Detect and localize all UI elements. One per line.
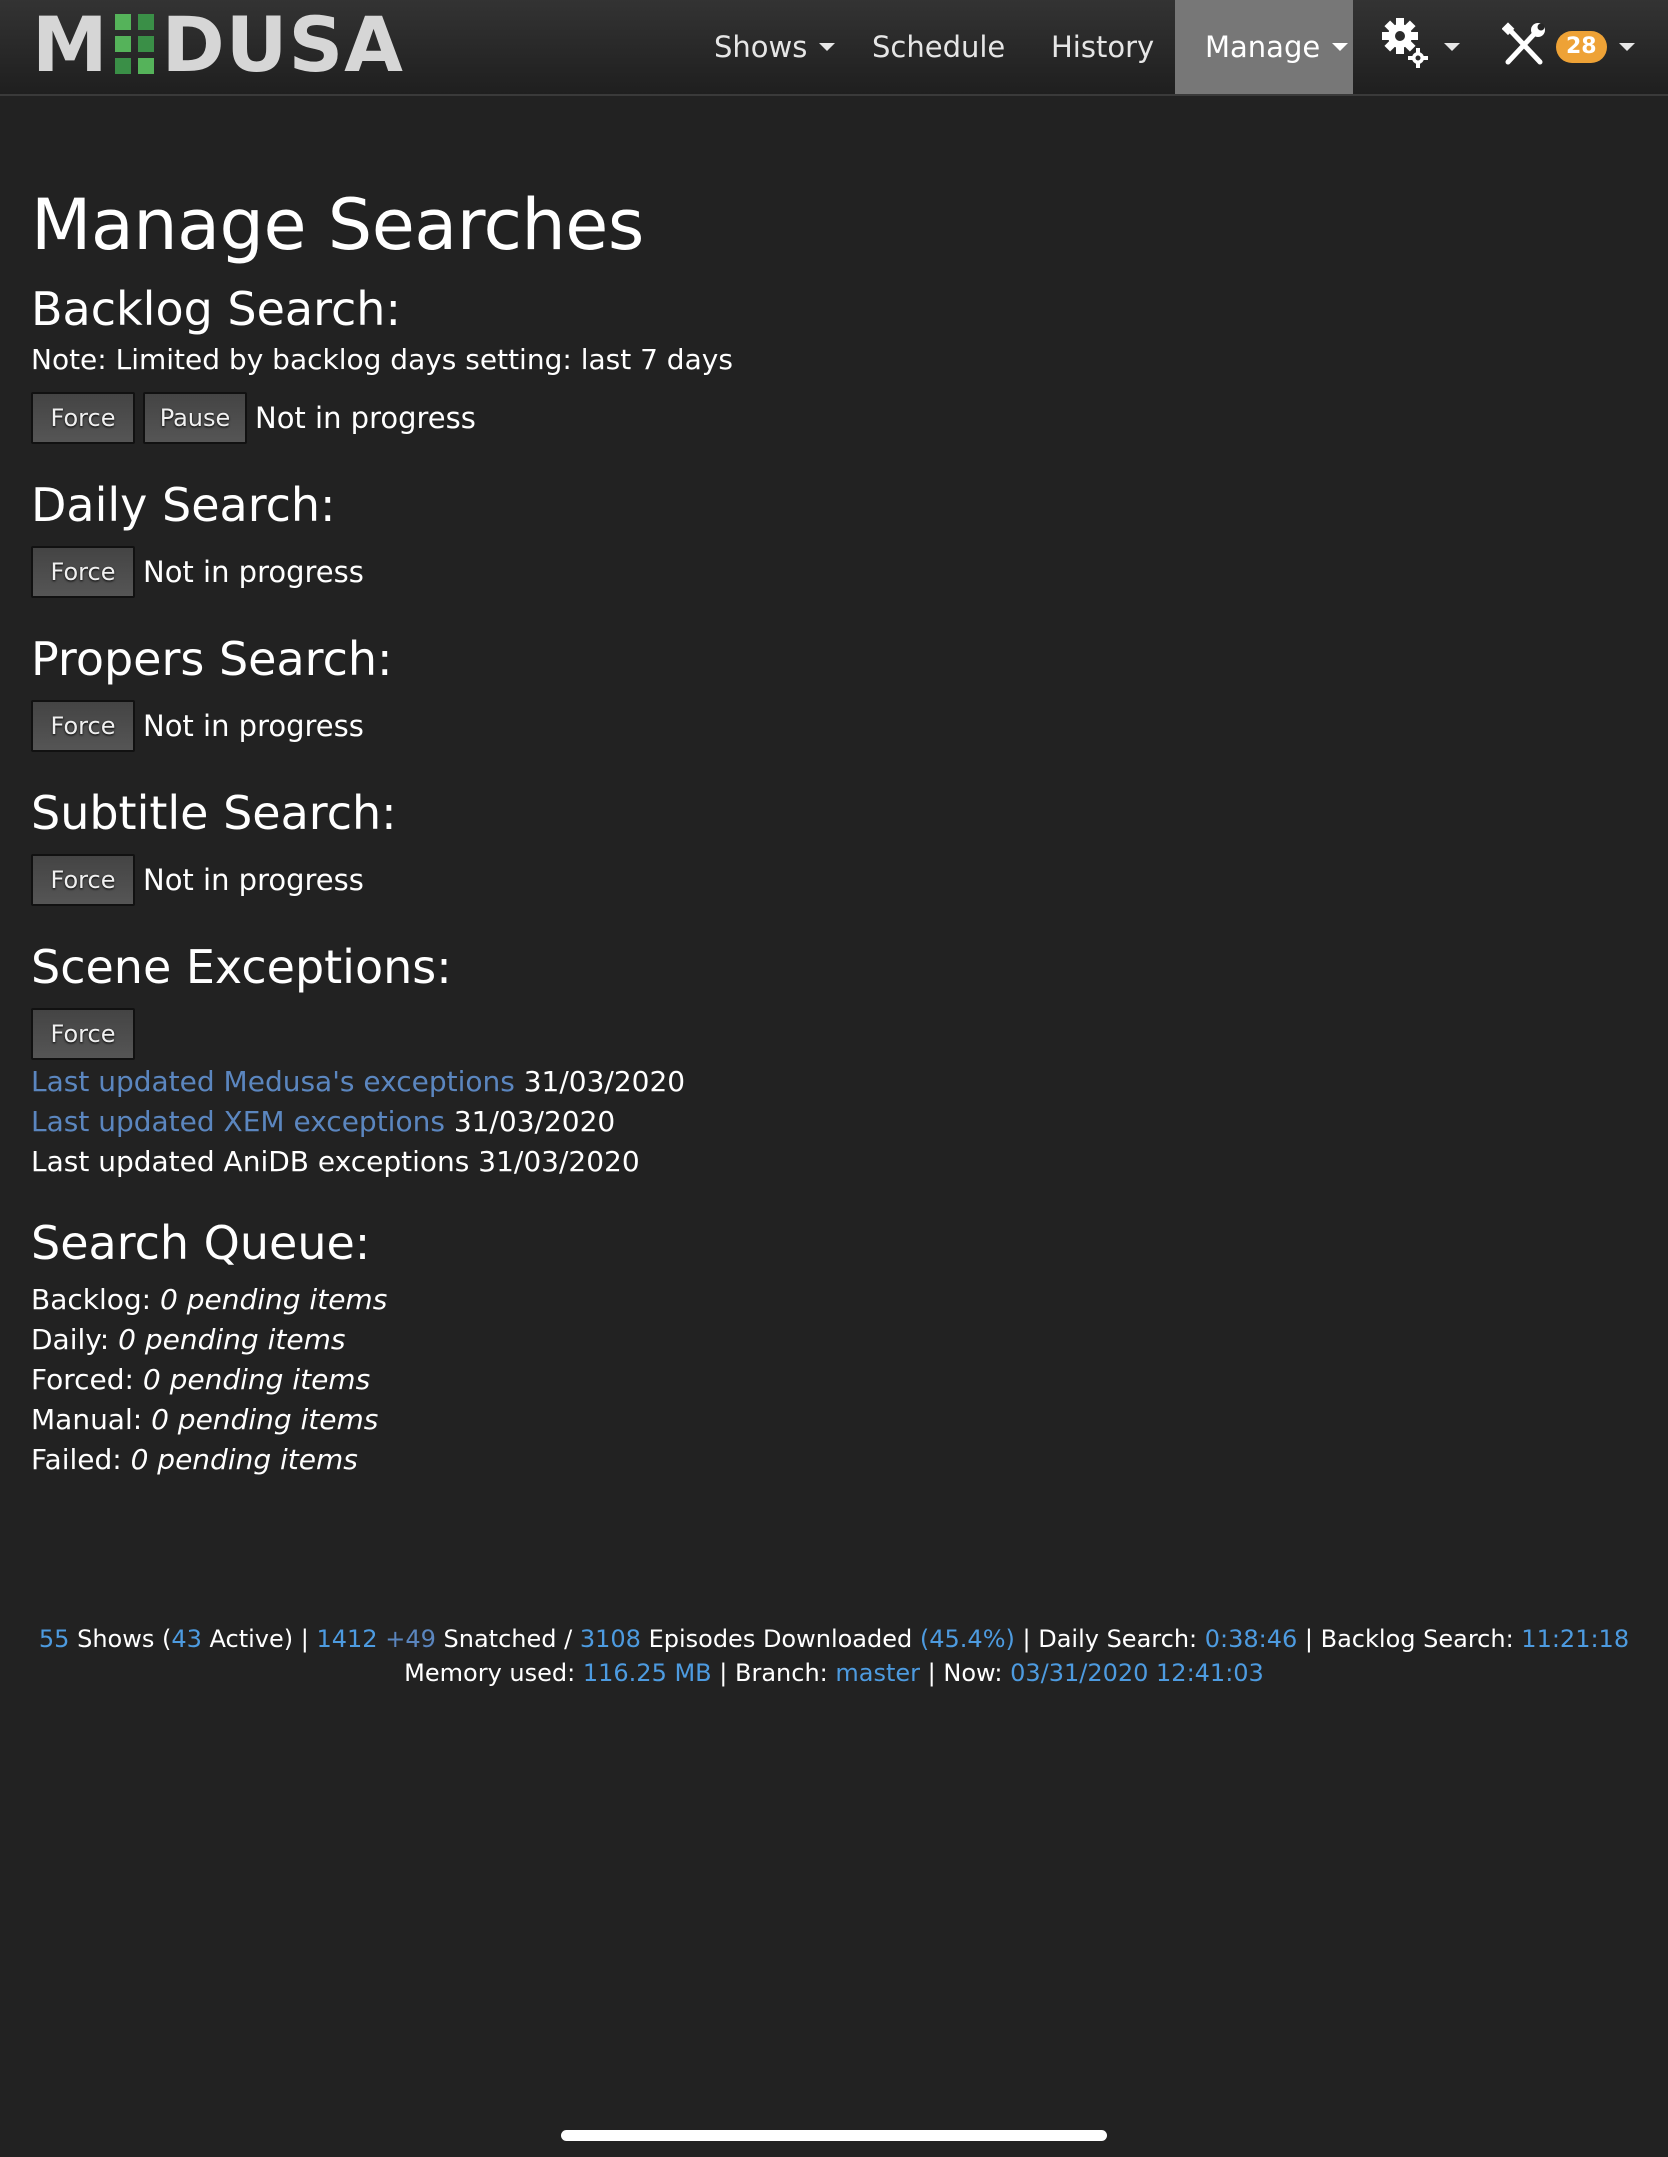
subtitle-status: Not in progress bbox=[143, 863, 364, 897]
xem-exceptions-date: 31/03/2020 bbox=[453, 1105, 616, 1138]
nav-schedule-label: Schedule bbox=[872, 30, 1006, 64]
logo-grid-icon bbox=[115, 14, 154, 74]
daily-search-heading: Daily Search: bbox=[31, 478, 336, 532]
queue-forced bbox=[31, 1360, 1631, 1400]
exception-row-medusa bbox=[31, 1062, 1631, 1102]
backlog-search-label: | Backlog Search: bbox=[1304, 1625, 1514, 1653]
nav-schedule[interactable] bbox=[872, 0, 1005, 94]
daily-status: Not in progress bbox=[143, 555, 364, 589]
chevron-down-icon bbox=[1332, 43, 1348, 51]
backlog-force-button[interactable]: Force bbox=[31, 392, 135, 444]
snatched-extra: +49 bbox=[385, 1625, 436, 1653]
queue-value: 0 pending items bbox=[160, 1283, 388, 1316]
exception-row-xem bbox=[31, 1102, 1631, 1142]
propers-search-heading: Propers Search: bbox=[31, 632, 393, 686]
logo-letter-m: M bbox=[32, 0, 109, 89]
nav-tools-menu[interactable] bbox=[1502, 0, 1635, 94]
queue-value: 0 pending items bbox=[142, 1363, 371, 1396]
backlog-pause-button[interactable]: Pause bbox=[143, 392, 247, 444]
branch-label: | Branch: bbox=[719, 1659, 828, 1687]
tools-icon bbox=[1502, 22, 1546, 73]
now-label: | Now: bbox=[927, 1659, 1003, 1687]
queue-failed bbox=[31, 1440, 1631, 1480]
daily-search-timer: 0:38:46 bbox=[1204, 1625, 1298, 1653]
propers-force-button[interactable]: Force bbox=[31, 700, 135, 752]
queue-label: Backlog: bbox=[31, 1283, 152, 1316]
shows-label: Shows ( bbox=[77, 1625, 172, 1653]
propers-status: Not in progress bbox=[143, 709, 364, 743]
nav-shows-label: Shows bbox=[714, 30, 808, 64]
subtitle-force-button[interactable]: Force bbox=[31, 854, 135, 906]
snatched-count: 1412 bbox=[316, 1625, 378, 1653]
propers-search-section bbox=[31, 624, 1631, 752]
downloaded-label: Episodes Downloaded bbox=[648, 1625, 913, 1653]
nav-history[interactable] bbox=[1051, 0, 1154, 94]
footer-line-1 bbox=[0, 1622, 1668, 1656]
daily-search-label: | Daily Search: bbox=[1022, 1625, 1198, 1653]
main-content bbox=[31, 170, 1631, 1506]
page-title: Manage Searches bbox=[31, 184, 644, 266]
queue-value: 0 pending items bbox=[118, 1323, 346, 1356]
scene-exceptions-section bbox=[31, 932, 1631, 1182]
queue-value: 0 pending items bbox=[130, 1443, 358, 1476]
active-label: Active) | bbox=[209, 1625, 309, 1653]
branch-value: master bbox=[835, 1659, 921, 1687]
active-count: 43 bbox=[171, 1625, 202, 1653]
daily-force-button[interactable]: Force bbox=[31, 546, 135, 598]
medusa-logo[interactable] bbox=[32, 0, 404, 89]
backlog-status: Not in progress bbox=[255, 401, 476, 435]
queue-daily bbox=[31, 1320, 1631, 1360]
backlog-controls bbox=[31, 392, 1631, 444]
downloaded-count: 3108 bbox=[579, 1625, 641, 1653]
exception-row-anidb bbox=[31, 1142, 1631, 1182]
medusa-exceptions-date: 31/03/2020 bbox=[523, 1065, 686, 1098]
anidb-exceptions-label: Last updated AniDB exceptions bbox=[31, 1145, 470, 1178]
home-indicator bbox=[561, 2130, 1107, 2141]
downloaded-percent: (45.4%) bbox=[919, 1625, 1015, 1653]
xem-exceptions-link[interactable]: Last updated XEM exceptions bbox=[31, 1105, 445, 1138]
anidb-exceptions-date: 31/03/2020 bbox=[478, 1145, 640, 1178]
backlog-search-heading: Backlog Search: bbox=[31, 282, 401, 336]
queue-label: Daily: bbox=[31, 1323, 110, 1356]
footer-line-2 bbox=[0, 1656, 1668, 1690]
backlog-search-timer: 11:21:18 bbox=[1521, 1625, 1630, 1653]
nav-history-label: History bbox=[1051, 30, 1155, 64]
memory-label: Memory used: bbox=[404, 1659, 576, 1687]
snatched-label: Snatched / bbox=[443, 1625, 573, 1653]
subtitle-controls bbox=[31, 854, 1631, 906]
search-queue-heading: Search Queue: bbox=[31, 1216, 371, 1270]
daily-search-section bbox=[31, 470, 1631, 598]
chevron-down-icon bbox=[1619, 43, 1635, 51]
shows-count: 55 bbox=[38, 1625, 70, 1653]
medusa-exceptions-link[interactable]: Last updated Medusa's exceptions bbox=[31, 1065, 515, 1098]
now-value: 03/31/2020 12:41:03 bbox=[1010, 1659, 1264, 1687]
memory-value: 116.25 MB bbox=[582, 1659, 712, 1687]
nav-shows[interactable] bbox=[714, 0, 835, 94]
queue-backlog bbox=[31, 1280, 1631, 1320]
queue-label: Failed: bbox=[31, 1443, 122, 1476]
queue-manual bbox=[31, 1400, 1631, 1440]
scene-exceptions-force-button[interactable]: Force bbox=[31, 1008, 135, 1060]
logo-letters-dusa: DUSA bbox=[161, 0, 404, 89]
propers-controls bbox=[31, 700, 1631, 752]
daily-controls bbox=[31, 546, 1631, 598]
navbar bbox=[0, 0, 1668, 96]
nav-manage[interactable] bbox=[1175, 0, 1353, 94]
chevron-down-icon bbox=[1444, 43, 1460, 51]
footer-stats bbox=[0, 1622, 1668, 1690]
subtitle-search-section bbox=[31, 778, 1631, 906]
nav-config-menu[interactable] bbox=[1380, 0, 1460, 94]
chevron-down-icon bbox=[819, 43, 835, 51]
backlog-note: Note: Limited by backlog days setting: last 7 days bbox=[31, 343, 733, 376]
backlog-search-section bbox=[31, 274, 1631, 444]
queue-label: Manual: bbox=[31, 1403, 143, 1436]
notification-badge: 28 bbox=[1556, 31, 1607, 63]
scene-exceptions-heading: Scene Exceptions: bbox=[31, 940, 452, 994]
gears-icon bbox=[1380, 14, 1432, 81]
nav-manage-label: Manage bbox=[1205, 30, 1321, 64]
scene-exceptions-controls bbox=[31, 1008, 1631, 1060]
queue-label: Forced: bbox=[31, 1363, 134, 1396]
queue-value: 0 pending items bbox=[151, 1403, 379, 1436]
search-queue-section bbox=[31, 1208, 1631, 1480]
subtitle-search-heading: Subtitle Search: bbox=[31, 786, 397, 840]
